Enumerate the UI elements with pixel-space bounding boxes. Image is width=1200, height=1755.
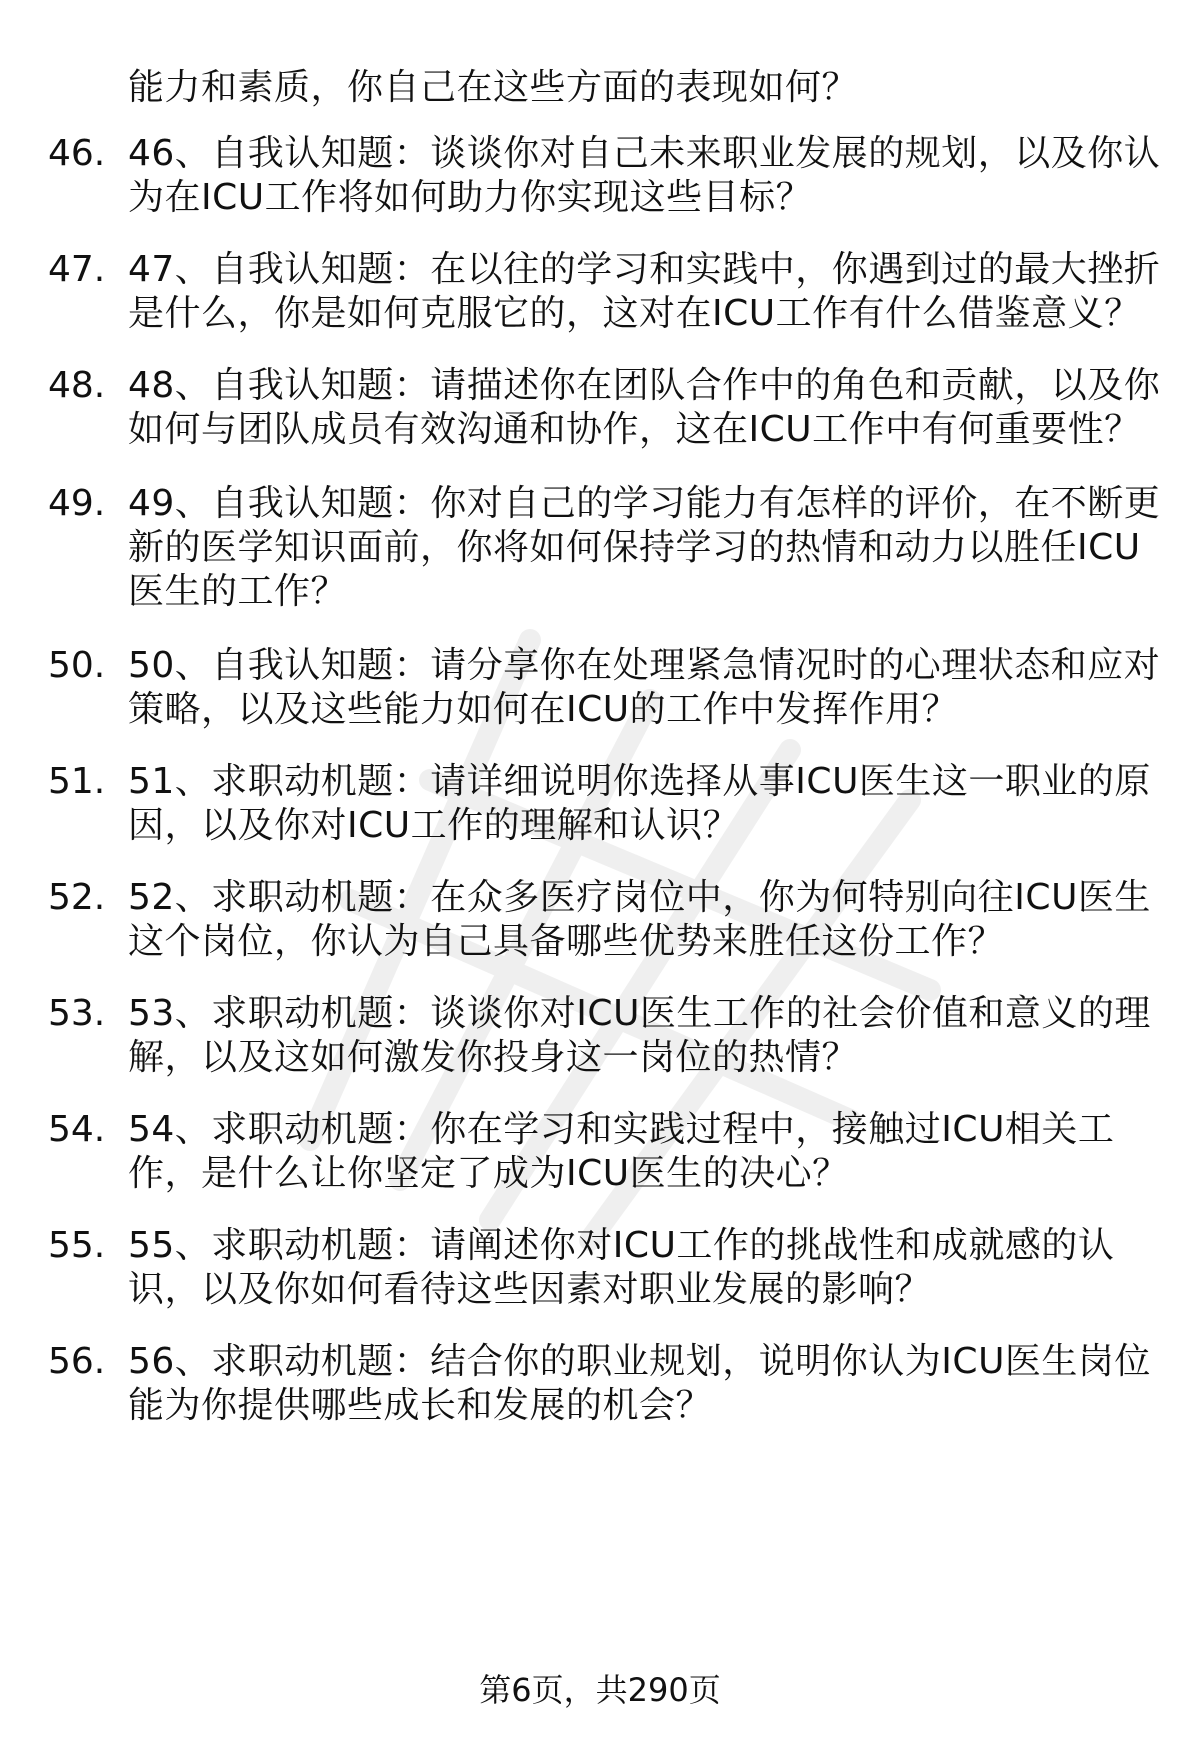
question-line: 46、自我认知题：谈谈你对自己未来职业发展的规划，以及你认 <box>128 133 1161 174</box>
question-line: 策略，以及这些能力如何在ICU的工作中发挥作用？ <box>128 689 959 730</box>
question-line: 53、求职动机题：谈谈你对ICU医生工作的社会价值和意义的理 <box>128 993 1151 1034</box>
question-line: 解，以及这如何激发你投身这一岗位的热情？ <box>128 1037 859 1078</box>
question-line: 为在ICU工作将如何助力你实现这些目标？ <box>128 177 813 218</box>
page-footer: 第6页，共290页 <box>479 1671 721 1709</box>
question-line: 49、自我认知题：你对自己的学习能力有怎样的评价，在不断更 <box>128 483 1161 524</box>
question-line: 56、求职动机题：结合你的职业规划，说明你认为ICU医生岗位 <box>128 1341 1151 1382</box>
question-line: 54、求职动机题：你在学习和实践过程中，接触过ICU相关工 <box>128 1109 1115 1150</box>
question-line: 55、求职动机题：请阐述你对ICU工作的挑战性和成就感的认 <box>128 1225 1115 1266</box>
question-line: 如何与团队成员有效沟通和协作，这在ICU工作中有何重要性？ <box>128 409 1141 450</box>
question-number: 53. <box>48 993 106 1034</box>
question-line: 51、求职动机题：请详细说明你选择从事ICU医生这一职业的原 <box>128 761 1151 802</box>
question-number: 51. <box>48 761 106 802</box>
question-line: 这个岗位，你认为自己具备哪些优势来胜任这份工作？ <box>128 921 1005 962</box>
question-number: 47. <box>48 249 106 290</box>
question-number: 48. <box>48 365 106 406</box>
question-line: 48、自我认知题：请描述你在团队合作中的角色和贡献，以及你 <box>128 365 1161 406</box>
continuation-line: 能力和素质，你自己在这些方面的表现如何？ <box>128 67 859 108</box>
question-line: 因，以及你对ICU工作的理解和认识？ <box>128 805 740 846</box>
question-line: 作，是什么让你坚定了成为ICU医生的决心？ <box>128 1153 849 1194</box>
question-line: 医生的工作？ <box>128 571 348 612</box>
question-line: 52、求职动机题：在众多医疗岗位中，你为何特别向往ICU医生 <box>128 877 1151 918</box>
question-line: 50、自我认知题：请分享你在处理紧急情况时的心理状态和应对 <box>128 645 1161 686</box>
question-line: 新的医学知识面前，你将如何保持学习的热情和动力以胜任ICU <box>128 527 1141 568</box>
question-line: 识，以及你如何看待这些因素对职业发展的影响？ <box>128 1269 932 1310</box>
question-number: 52. <box>48 877 106 918</box>
question-number: 46. <box>48 133 106 174</box>
question-line: 是什么，你是如何克服它的，这对在ICU工作有什么借鉴意义？ <box>128 293 1141 334</box>
question-number: 49. <box>48 483 106 524</box>
question-number: 54. <box>48 1109 106 1150</box>
question-line: 能为你提供哪些成长和发展的机会？ <box>128 1385 713 1426</box>
question-number: 56. <box>48 1341 106 1382</box>
question-number: 55. <box>48 1225 106 1266</box>
question-number: 50. <box>48 645 106 686</box>
question-line: 47、自我认知题：在以往的学习和实践中，你遇到过的最大挫折 <box>128 249 1161 290</box>
